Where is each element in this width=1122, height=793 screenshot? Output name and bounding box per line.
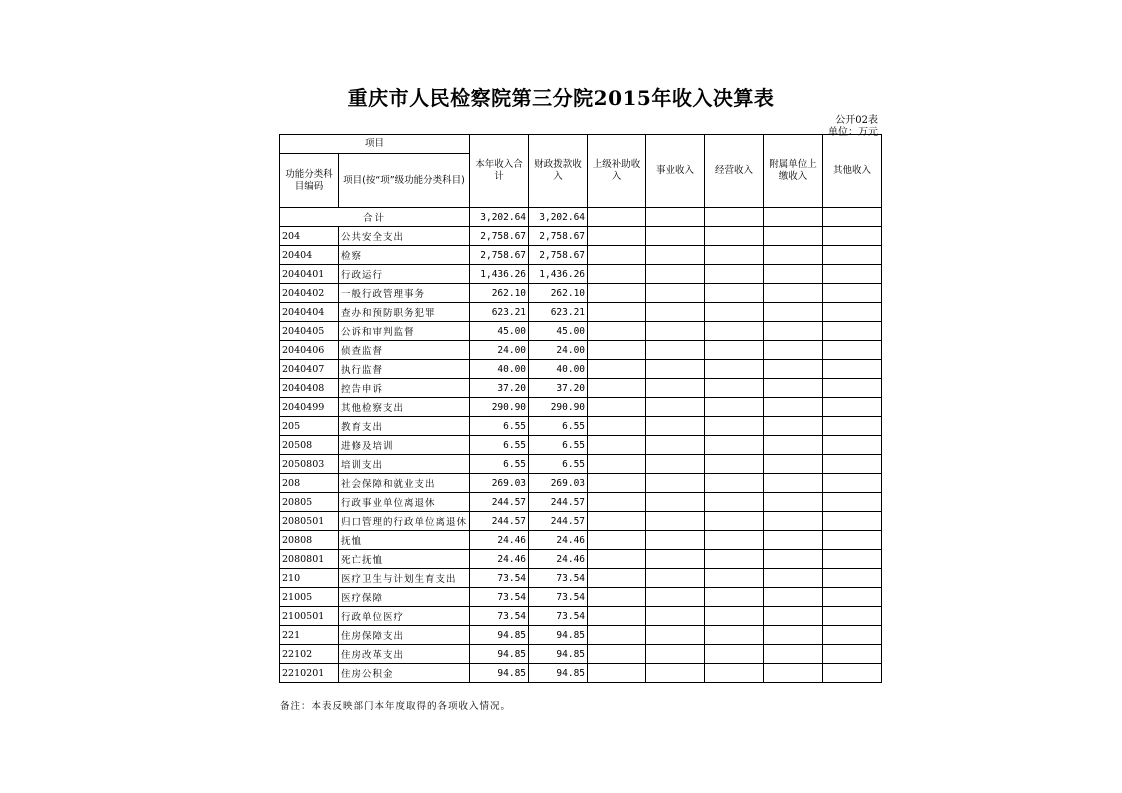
row-name: 执行监督: [339, 360, 470, 379]
empty-cell: [646, 360, 705, 379]
header-name: 项目(按“项”级功能分类科目): [339, 154, 470, 208]
empty-cell: [705, 265, 764, 284]
empty-cell: [646, 398, 705, 417]
empty-cell: [646, 227, 705, 246]
row-fiscal: 2,758.67: [529, 227, 588, 246]
empty-cell: [646, 531, 705, 550]
table-row: [280, 531, 882, 550]
empty-cell: [588, 398, 646, 417]
row-fiscal: 37.20: [529, 379, 588, 398]
row-total: 2,758.67: [470, 246, 529, 265]
table-row: [280, 664, 882, 683]
total-row: [280, 208, 882, 227]
empty-cell: [705, 626, 764, 645]
empty-cell: [823, 569, 882, 588]
empty-cell: [823, 436, 882, 455]
empty-cell: [588, 265, 646, 284]
row-total: 40.00: [470, 360, 529, 379]
empty-cell: [646, 474, 705, 493]
empty-cell: [705, 379, 764, 398]
empty-cell: [764, 208, 823, 227]
empty-cell: [823, 227, 882, 246]
table-row: [280, 455, 882, 474]
row-total: 37.20: [470, 379, 529, 398]
row-name: 死亡抚恤: [339, 550, 470, 569]
income-table: [279, 134, 882, 683]
empty-cell: [705, 436, 764, 455]
empty-cell: [646, 303, 705, 322]
header-col-affiliated: 附属单位上缴收入: [764, 135, 823, 208]
empty-cell: [764, 246, 823, 265]
empty-cell: [705, 607, 764, 626]
empty-cell: [646, 493, 705, 512]
table-row: [280, 322, 882, 341]
empty-cell: [764, 284, 823, 303]
empty-cell: [588, 455, 646, 474]
header-col-superior: 上级补助收入: [588, 135, 646, 208]
empty-cell: [588, 512, 646, 531]
empty-cell: [588, 645, 646, 664]
row-fiscal: 623.21: [529, 303, 588, 322]
header-col-operating: 经营收入: [705, 135, 764, 208]
row-total: 6.55: [470, 455, 529, 474]
empty-cell: [705, 645, 764, 664]
empty-cell: [705, 341, 764, 360]
row-name: 教育支出: [339, 417, 470, 436]
row-total: 2,758.67: [470, 227, 529, 246]
empty-cell: [646, 455, 705, 474]
header-col-fiscal: 财政拨款收入: [529, 135, 588, 208]
empty-cell: [705, 569, 764, 588]
row-code: 2050803: [280, 455, 339, 474]
total-label: 合计: [280, 208, 470, 227]
empty-cell: [764, 417, 823, 436]
row-fiscal: 1,436.26: [529, 265, 588, 284]
empty-cell: [705, 474, 764, 493]
unit-label: 单位：万元: [828, 127, 878, 138]
row-name: 住房公积金: [339, 664, 470, 683]
row-fiscal: 6.55: [529, 455, 588, 474]
empty-cell: [705, 550, 764, 569]
empty-cell: [764, 436, 823, 455]
empty-cell: [588, 227, 646, 246]
row-fiscal: 40.00: [529, 360, 588, 379]
row-total: 73.54: [470, 588, 529, 607]
row-total: 24.46: [470, 531, 529, 550]
row-fiscal: 244.57: [529, 512, 588, 531]
empty-cell: [646, 664, 705, 683]
row-code: 2040401: [280, 265, 339, 284]
empty-cell: [646, 569, 705, 588]
row-fiscal: 94.85: [529, 664, 588, 683]
empty-cell: [588, 322, 646, 341]
empty-cell: [823, 645, 882, 664]
empty-cell: [646, 417, 705, 436]
row-code: 204: [280, 227, 339, 246]
empty-cell: [588, 208, 646, 227]
row-total: 623.21: [470, 303, 529, 322]
empty-cell: [764, 398, 823, 417]
row-name: 进修及培训: [339, 436, 470, 455]
empty-cell: [764, 569, 823, 588]
row-name: 行政运行: [339, 265, 470, 284]
header-col-business: 事业收入: [646, 135, 705, 208]
empty-cell: [588, 550, 646, 569]
empty-cell: [705, 531, 764, 550]
empty-cell: [646, 607, 705, 626]
empty-cell: [823, 417, 882, 436]
row-fiscal: 73.54: [529, 588, 588, 607]
empty-cell: [823, 493, 882, 512]
table-row: [280, 341, 882, 360]
empty-cell: [705, 360, 764, 379]
row-code: 22102: [280, 645, 339, 664]
empty-cell: [764, 512, 823, 531]
empty-cell: [588, 607, 646, 626]
row-name: 住房保障支出: [339, 626, 470, 645]
row-total: 94.85: [470, 645, 529, 664]
empty-cell: [764, 341, 823, 360]
empty-cell: [764, 664, 823, 683]
row-fiscal: 94.85: [529, 645, 588, 664]
empty-cell: [705, 664, 764, 683]
empty-cell: [588, 303, 646, 322]
empty-cell: [646, 208, 705, 227]
row-code: 2080501: [280, 512, 339, 531]
empty-cell: [588, 341, 646, 360]
empty-cell: [823, 284, 882, 303]
empty-cell: [764, 550, 823, 569]
table-row: [280, 246, 882, 265]
empty-cell: [588, 417, 646, 436]
row-total: 1,436.26: [470, 265, 529, 284]
empty-cell: [646, 322, 705, 341]
table-row: [280, 265, 882, 284]
row-name: 医疗保障: [339, 588, 470, 607]
row-fiscal: 6.55: [529, 436, 588, 455]
table-row: [280, 360, 882, 379]
row-fiscal: 6.55: [529, 417, 588, 436]
empty-cell: [588, 569, 646, 588]
row-fiscal: 290.90: [529, 398, 588, 417]
row-name: 医疗卫生与计划生育支出: [339, 569, 470, 588]
empty-cell: [823, 588, 882, 607]
empty-cell: [588, 531, 646, 550]
header-project: 项目: [280, 135, 470, 154]
empty-cell: [646, 645, 705, 664]
row-total: 73.54: [470, 607, 529, 626]
empty-cell: [823, 360, 882, 379]
table-row: [280, 474, 882, 493]
empty-cell: [705, 322, 764, 341]
empty-cell: [588, 588, 646, 607]
row-code: 210: [280, 569, 339, 588]
empty-cell: [764, 645, 823, 664]
empty-cell: [646, 265, 705, 284]
table-row: [280, 512, 882, 531]
table-row: [280, 626, 882, 645]
empty-cell: [588, 360, 646, 379]
row-name: 抚恤: [339, 531, 470, 550]
empty-cell: [588, 379, 646, 398]
row-total: 94.85: [470, 626, 529, 645]
empty-cell: [823, 664, 882, 683]
empty-cell: [646, 246, 705, 265]
row-name: 公共安全支出: [339, 227, 470, 246]
row-fiscal: 45.00: [529, 322, 588, 341]
row-code: 2040405: [280, 322, 339, 341]
empty-cell: [823, 550, 882, 569]
empty-cell: [588, 474, 646, 493]
empty-cell: [588, 246, 646, 265]
empty-cell: [705, 303, 764, 322]
empty-cell: [764, 607, 823, 626]
empty-cell: [764, 493, 823, 512]
empty-cell: [764, 265, 823, 284]
row-name: 侦查监督: [339, 341, 470, 360]
row-code: 20508: [280, 436, 339, 455]
row-fiscal: 2,758.67: [529, 246, 588, 265]
row-total: 269.03: [470, 474, 529, 493]
table-row: [280, 398, 882, 417]
row-fiscal: 24.46: [529, 531, 588, 550]
empty-cell: [764, 474, 823, 493]
empty-cell: [764, 322, 823, 341]
empty-cell: [764, 227, 823, 246]
empty-cell: [646, 284, 705, 303]
row-code: 208: [280, 474, 339, 493]
row-code: 2040404: [280, 303, 339, 322]
empty-cell: [705, 493, 764, 512]
empty-cell: [823, 265, 882, 284]
row-name: 归口管理的行政单位离退休: [339, 512, 470, 531]
empty-cell: [764, 626, 823, 645]
row-fiscal: 94.85: [529, 626, 588, 645]
row-total: 244.57: [470, 512, 529, 531]
empty-cell: [823, 246, 882, 265]
empty-cell: [588, 664, 646, 683]
row-fiscal: 269.03: [529, 474, 588, 493]
table-row: [280, 284, 882, 303]
empty-cell: [764, 455, 823, 474]
total-fiscal: 3,202.64: [529, 208, 588, 227]
row-name: 控告申诉: [339, 379, 470, 398]
row-name: 行政单位医疗: [339, 607, 470, 626]
empty-cell: [823, 607, 882, 626]
empty-cell: [705, 512, 764, 531]
row-name: 其他检察支出: [339, 398, 470, 417]
row-code: 2100501: [280, 607, 339, 626]
row-total: 6.55: [470, 436, 529, 455]
table-row: [280, 645, 882, 664]
row-total: 73.54: [470, 569, 529, 588]
row-name: 公诉和审判监督: [339, 322, 470, 341]
row-name: 一般行政管理事务: [339, 284, 470, 303]
header-col-other: 其他收入: [823, 135, 882, 208]
row-code: 205: [280, 417, 339, 436]
empty-cell: [823, 303, 882, 322]
row-total: 262.10: [470, 284, 529, 303]
empty-cell: [646, 436, 705, 455]
table-row: [280, 379, 882, 398]
row-name: 住房改革支出: [339, 645, 470, 664]
row-name: 培训支出: [339, 455, 470, 474]
empty-cell: [646, 588, 705, 607]
row-code: 2040406: [280, 341, 339, 360]
page-title: 重庆市人民检察院第三分院2015年收入决算表: [347, 86, 775, 110]
table-row: [280, 588, 882, 607]
empty-cell: [764, 360, 823, 379]
empty-cell: [705, 398, 764, 417]
table-row: [280, 303, 882, 322]
empty-cell: [705, 227, 764, 246]
empty-cell: [588, 436, 646, 455]
empty-cell: [823, 379, 882, 398]
empty-cell: [646, 341, 705, 360]
empty-cell: [646, 550, 705, 569]
empty-cell: [823, 474, 882, 493]
empty-cell: [705, 588, 764, 607]
row-code: 20808: [280, 531, 339, 550]
table-row: [280, 569, 882, 588]
row-name: 行政事业单位离退休: [339, 493, 470, 512]
empty-cell: [588, 626, 646, 645]
row-fiscal: 73.54: [529, 569, 588, 588]
row-code: 20805: [280, 493, 339, 512]
empty-cell: [823, 531, 882, 550]
row-total: 6.55: [470, 417, 529, 436]
empty-cell: [764, 379, 823, 398]
row-fiscal: 24.00: [529, 341, 588, 360]
row-fiscal: 262.10: [529, 284, 588, 303]
empty-cell: [823, 455, 882, 474]
table-row: [280, 436, 882, 455]
empty-cell: [646, 512, 705, 531]
row-total: 24.46: [470, 550, 529, 569]
row-total: 45.00: [470, 322, 529, 341]
empty-cell: [823, 626, 882, 645]
empty-cell: [588, 493, 646, 512]
row-total: 290.90: [470, 398, 529, 417]
empty-cell: [764, 303, 823, 322]
empty-cell: [705, 246, 764, 265]
empty-cell: [764, 531, 823, 550]
footnote: 备注：本表反映部门本年度取得的各项收入情况。: [280, 701, 512, 712]
table-row: [280, 607, 882, 626]
empty-cell: [823, 398, 882, 417]
empty-cell: [705, 417, 764, 436]
table-row: [280, 493, 882, 512]
empty-cell: [823, 208, 882, 227]
empty-cell: [705, 284, 764, 303]
empty-cell: [646, 379, 705, 398]
table-row: [280, 417, 882, 436]
empty-cell: [588, 284, 646, 303]
empty-cell: [823, 322, 882, 341]
row-code: 2040499: [280, 398, 339, 417]
total-income: 3,202.64: [470, 208, 529, 227]
row-code: 21005: [280, 588, 339, 607]
row-code: 2080801: [280, 550, 339, 569]
row-code: 20404: [280, 246, 339, 265]
row-fiscal: 24.46: [529, 550, 588, 569]
empty-cell: [823, 341, 882, 360]
empty-cell: [705, 455, 764, 474]
row-name: 社会保障和就业支出: [339, 474, 470, 493]
row-name: 查办和预防职务犯罪: [339, 303, 470, 322]
empty-cell: [823, 512, 882, 531]
table-row: [280, 227, 882, 246]
row-code: 2040408: [280, 379, 339, 398]
form-number: 公开02表: [835, 115, 878, 126]
row-code: 221: [280, 626, 339, 645]
row-total: 24.00: [470, 341, 529, 360]
header-col-total: 本年收入合计: [470, 135, 529, 208]
table-row: [280, 550, 882, 569]
row-total: 244.57: [470, 493, 529, 512]
row-fiscal: 244.57: [529, 493, 588, 512]
row-code: 2210201: [280, 664, 339, 683]
header-code: 功能分类科目编码: [280, 154, 339, 208]
empty-cell: [646, 626, 705, 645]
empty-cell: [705, 208, 764, 227]
row-name: 检察: [339, 246, 470, 265]
empty-cell: [764, 588, 823, 607]
row-total: 94.85: [470, 664, 529, 683]
row-code: 2040402: [280, 284, 339, 303]
row-fiscal: 73.54: [529, 607, 588, 626]
row-code: 2040407: [280, 360, 339, 379]
